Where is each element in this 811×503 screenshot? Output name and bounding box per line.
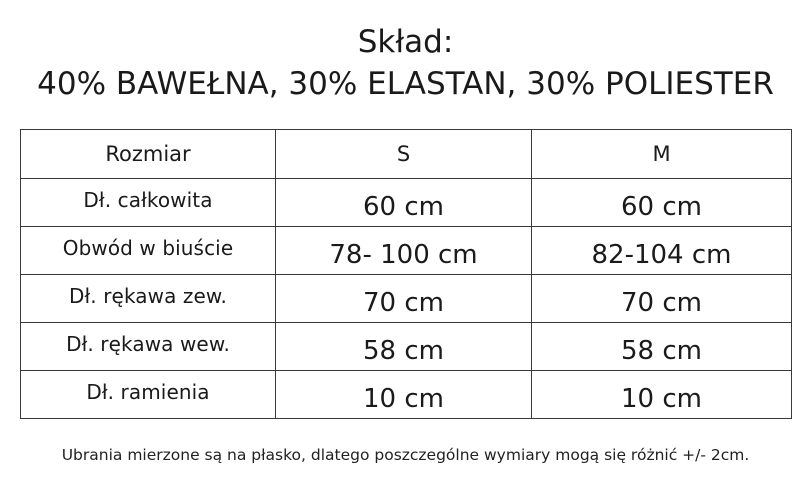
header-size-s: S	[276, 130, 532, 179]
value-s-text: 78- 100 cm	[329, 239, 478, 270]
table-row	[21, 227, 792, 275]
row-label	[21, 275, 276, 323]
value-m-text: 58 cm	[621, 335, 702, 366]
table-row	[21, 323, 792, 371]
table-row	[21, 371, 792, 419]
row-label	[21, 179, 276, 227]
value-s	[276, 371, 532, 419]
measurement-note: Ubrania mierzone są na płasko, dlatego poszczególne wymiary mogą się różnić +/- 2cm.	[61, 446, 750, 464]
value-m	[532, 275, 792, 323]
value-m	[532, 227, 792, 275]
row-label	[21, 227, 276, 275]
value-s	[276, 323, 532, 371]
value-s	[276, 179, 532, 227]
value-m	[532, 179, 792, 227]
value-m-text: 70 cm	[621, 287, 702, 318]
row-label-text: Dł. całkowita	[83, 187, 213, 212]
table-row	[21, 179, 792, 227]
composition-heading: Skład:	[357, 24, 454, 60]
value-s	[276, 275, 532, 323]
row-label-text: Dł. rękawa zew.	[69, 283, 227, 308]
value-m-text: 10 cm	[621, 383, 702, 414]
value-m-text: 60 cm	[621, 191, 702, 222]
size-table	[20, 129, 792, 419]
value-s-text: 58 cm	[363, 335, 444, 366]
value-s-text: 60 cm	[363, 191, 444, 222]
value-m-text: 82-104 cm	[591, 239, 732, 270]
composition-materials: 40% BAWEŁNA, 30% ELASTAN, 30% POLIESTER	[37, 66, 774, 102]
header-size: Rozmiar	[21, 130, 276, 179]
row-label	[21, 371, 276, 419]
value-s-text: 10 cm	[363, 383, 444, 414]
row-label	[21, 323, 276, 371]
row-label-text: Dł. ramienia	[86, 379, 210, 404]
value-m	[532, 371, 792, 419]
row-label-text: Obwód w biuście	[62, 235, 234, 260]
row-label-text: Dł. rękawa wew.	[66, 331, 230, 356]
value-s	[276, 227, 532, 275]
header-size-m: M	[532, 130, 792, 179]
value-m	[532, 323, 792, 371]
table-row	[21, 275, 792, 323]
table-header-row	[21, 130, 792, 179]
value-s-text: 70 cm	[363, 287, 444, 318]
